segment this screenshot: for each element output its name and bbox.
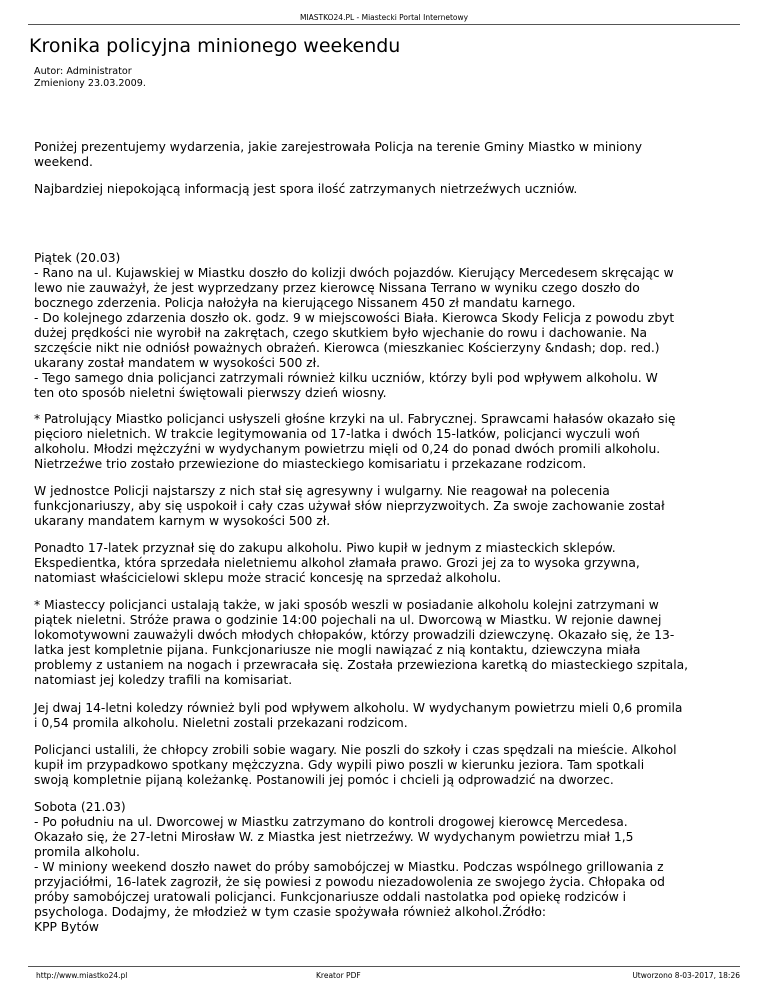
text-line: psychologa. Dodajmy, że młodzież w tym czasie spożywała również alkohol.Źródło: — [34, 905, 547, 919]
text-line: Jej dwaj 14-letni koledzy również byli pod wpływem alkoholu. W wydychanym powietrzu mieli 0,6 promila — [34, 701, 683, 715]
text-line: swoją kompletnie pijaną koleżankę. Postanowili jej pomóc i chcieli ją odprowadzić na dworzec. — [34, 773, 614, 787]
text-line: Najbardziej niepokojącą informacją jest spora ilość zatrzymanych nietrzeźwych uczniów. — [34, 182, 578, 196]
text-line: Nietrzeźwe trio zostało przewiezione do miasteckiego komisariatu i przekazane rodzicom. — [34, 457, 587, 471]
text-line: * Patrolujący Miastko policjanci usłyszeli głośne krzyki na ul. Fabrycznej. Sprawcami hałasów okazało się — [34, 412, 676, 426]
text-line: pięcioro nieletnich. W trakcie legitymowania od 17-latka i dwóch 15-latków, policjanci wyczuli woń — [34, 427, 640, 441]
article-modified-date: Zmieniony 23.03.2009. — [34, 78, 146, 89]
page-footer — [28, 966, 740, 987]
paragraph-truancy — [34, 743, 740, 788]
text-line: funkcjonariuszy, aby się uspokoił i cały czas używał słów nieprzyzwoitych. Za swoje zachowanie został — [34, 499, 665, 513]
paragraph-intro — [34, 140, 740, 170]
text-line: KPP Bytów — [34, 920, 99, 934]
text-line: Sobota (21.03) — [34, 800, 126, 814]
paragraph-colleagues — [34, 701, 740, 731]
text-line: ukarany mandatem karnym w wysokości 500 zł. — [34, 514, 331, 528]
text-line: Poniżej prezentujemy wydarzenia, jakie zarejestrowała Policja na terenie Gminy Miastko w miniony — [34, 140, 643, 154]
text-line: - Rano na ul. Kujawskiej w Miastku doszło do kolizji dwóch pojazdów. Kierujący Mercedesem skręcając w — [34, 266, 674, 280]
text-line: problemy z ustaniem na nogach i przewracała się. Została przewieziona karetką do miasteckiego szpitala, — [34, 658, 689, 672]
text-line: lewo nie zauważył, że jest wyprzedzany przez kierowcę Nissana Terrano w wyniku czego doszło do — [34, 281, 640, 295]
paragraph-saturday — [34, 800, 740, 935]
text-line: natomiast właścicielowi sklepu może stracić koncesję na sprzedaż alkoholu. — [34, 571, 502, 585]
text-line: i 0,54 promila alkoholu. Nieletni zostali przekazani rodzicom. — [34, 716, 408, 730]
text-line: Ekspedientka, która sprzedała nieletniemu alkohol złamała prawo. Grozi jej za to wysoka grzywna, — [34, 556, 640, 570]
text-line: * Miasteccy policjanci ustalają także, w jaki sposób weszli w posiadanie alkoholu kolejni zatrzymani w — [34, 598, 659, 612]
text-line: Piątek (20.03) — [34, 251, 121, 265]
text-line: - Tego samego dnia policjanci zatrzymali również kilku uczniów, którzy byli pod wpływem alkoholu. W — [34, 371, 658, 385]
text-line: Policjanci ustalili, że chłopcy zrobili sobie wagary. Nie poszli do szkoły i czas spędzali na mieście. Alkohol — [34, 743, 677, 757]
text-line: - Do kolejnego zdarzenia doszło ok. godz. 9 w miejscowości Biała. Kierowca Skody Felicja z powodu zbyt — [34, 311, 675, 325]
text-line: weekend. — [34, 155, 93, 169]
article-author: Autor: Administrator — [34, 66, 132, 77]
paragraph-summary — [34, 182, 740, 197]
text-line: promila alkoholu. — [34, 845, 140, 859]
paragraph-fabryczna — [34, 412, 740, 472]
site-name: MIASTKO24.PL - Miastecki Portal Internetowy — [299, 13, 469, 22]
text-line: bocznego zderzenia. Policja nałożyła na kierującego Nissanem 450 zł mandatu karnego. — [34, 296, 576, 310]
footer-url[interactable]: http://www.miastko24.pl — [36, 971, 128, 980]
text-line: Ponadto 17-latek przyznał się do zakupu alkoholu. Piwo kupił w jednym z miasteckich sklepów. — [34, 541, 616, 555]
paragraph-friday — [34, 251, 740, 401]
text-line: alkoholu. Młodzi mężczyźni w wydychanym powietrzu mięli od 0,24 do ponad dwóch promili alkoholu. — [34, 442, 661, 456]
paragraph-dworcowa — [34, 598, 740, 688]
text-line: - W miniony weekend doszło nawet do próby samobójczej w Miastku. Podczas wspólnego grillowania z — [34, 860, 664, 874]
text-line: piątek nieletni. Stróże prawa o godzinie 14:00 pojechali na ul. Dworcową w Miastku. W rejonie dawnej — [34, 613, 662, 627]
text-line: próby samobójczej uratowali policjanci. Funkcjonariusze oddali nastolatka pod opiekę rodziców i — [34, 890, 627, 904]
footer-created-date: Utworzono 8-03-2017, 18:26 — [632, 971, 740, 980]
paragraph-police-station — [34, 484, 740, 529]
text-line: kupił im przypadkowo spotkany mężczyzna. Gdy wypili piwo poszli w kierunku jeziora. Tam spotkali — [34, 758, 645, 772]
text-line: szczęście nikt nie odniósł poważnych obrażeń. Kierowca (mieszkaniec Kościerzyny &ndash; dop. red.) — [34, 341, 660, 355]
text-line: - Po południu na ul. Dworcowej w Miastku zatrzymano do kontroli drogowej kierowcę Mercedesa. — [34, 815, 628, 829]
text-line: Okazało się, że 27-letni Mirosław W. z Miastka jest nietrzeźwy. W wydychanym powietrzu miał 1,5 — [34, 830, 634, 844]
page-header — [28, 0, 740, 25]
text-line: ukarany został mandatem w wysokości 500 zł. — [34, 356, 321, 370]
footer-creator: Kreator PDF — [316, 971, 361, 980]
text-line: ten oto sposób nieletni świętowali pierwszy dzień wiosny. — [34, 386, 387, 400]
text-line: natomiast jej koledzy trafili na komisariat. — [34, 673, 293, 687]
text-line: lokomotywowni zauważyli dwóch młodych chłopaków, którzy prowadzili dziewczynę. Okazało się, że 13- — [34, 628, 675, 642]
text-line: dużej prędkości nie wyrobił na zakrętach, czego skutkiem było wjechanie do rowu i dachowanie. Na — [34, 326, 648, 340]
text-line: latka jest kompletnie pijana. Funkcjonariusze nie mogli nawiązać z nią kontaktu, dziewczyna miała — [34, 643, 641, 657]
text-line: przyjaciółmi, 16-latek zagroził, że się powiesi z powodu niezadowolenia ze swojego życia. Chłopaka od — [34, 875, 665, 889]
paragraph-alcohol-purchase — [34, 541, 740, 586]
article-title: Kronika policyjna minionego weekendu — [29, 35, 401, 57]
text-line: W jednostce Policji najstarszy z nich stał się agresywny i wulgarny. Nie reagował na polecenia — [34, 484, 610, 498]
